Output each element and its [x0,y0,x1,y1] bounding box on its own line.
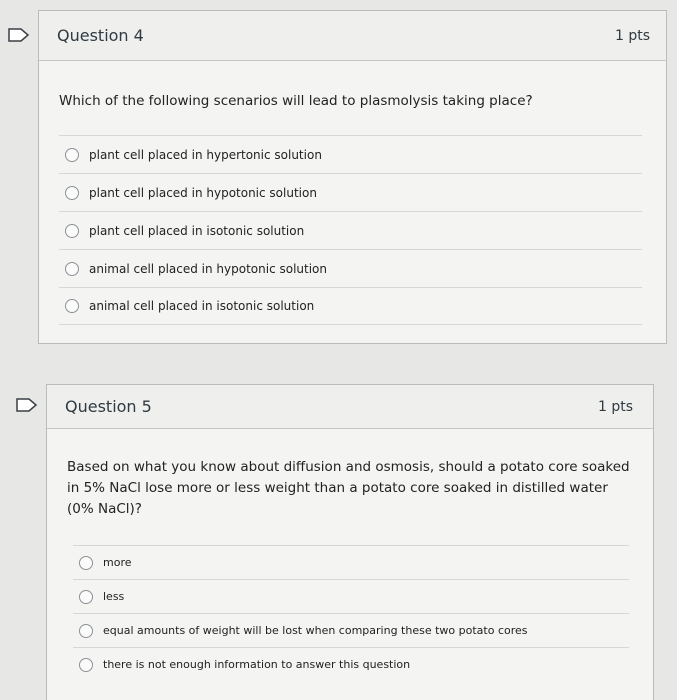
question-4-header [39,11,666,61]
answer-label: less [103,590,125,603]
answer-label: more [103,556,132,569]
radio-button[interactable] [79,556,93,570]
question-4-card [38,10,667,344]
question-5-points: 1 pts [597,398,633,415]
answer-option[interactable] [59,211,642,249]
answer-label: plant cell placed in isotonic solution [89,223,305,238]
question-4-points: 1 pts [614,27,650,44]
radio-button[interactable] [65,299,79,313]
answer-label: plant cell placed in hypotonic solution [89,185,317,200]
answer-option[interactable] [73,545,629,579]
answer-option[interactable] [73,647,629,681]
answer-option[interactable] [59,173,642,211]
question-4-text: Which of the following scenarios will lead to plasmolysis taking place? [59,93,533,109]
answer-label: plant cell placed in hypertonic solution [89,147,322,162]
radio-button[interactable] [65,148,79,162]
radio-button[interactable] [79,590,93,604]
answer-option[interactable] [59,287,642,325]
question-5-text: Based on what you know about diffusion and osmosis, should a potato core soaked in 5% NaCl lose more or less weight than a potato core soaked in distilled water (0% NaCl)? [67,459,630,517]
radio-button[interactable] [65,262,79,276]
question-5-card [46,384,654,700]
radio-button[interactable] [65,186,79,200]
radio-button[interactable] [79,624,93,638]
question-5-title: Question 5 [65,397,152,416]
answer-label: animal cell placed in hypotonic solution [89,261,328,276]
answer-label: equal amounts of weight will be lost when comparing these two potato cores [103,624,528,637]
answer-label: there is not enough information to answer this question [103,658,411,671]
question-4-title: Question 4 [57,26,144,45]
radio-button[interactable] [65,224,79,238]
answer-option[interactable] [73,613,629,647]
answer-option[interactable] [59,249,642,287]
question-5-answers [73,545,629,681]
question-4-answers [59,135,642,329]
question-5-header [47,385,653,429]
answer-option[interactable] [73,579,629,613]
radio-button[interactable] [79,658,93,672]
answer-option[interactable] [59,135,642,173]
answer-label: animal cell placed in isotonic solution [89,299,315,313]
flag-question-icon[interactable] [8,28,30,42]
flag-question-icon[interactable] [16,398,38,412]
